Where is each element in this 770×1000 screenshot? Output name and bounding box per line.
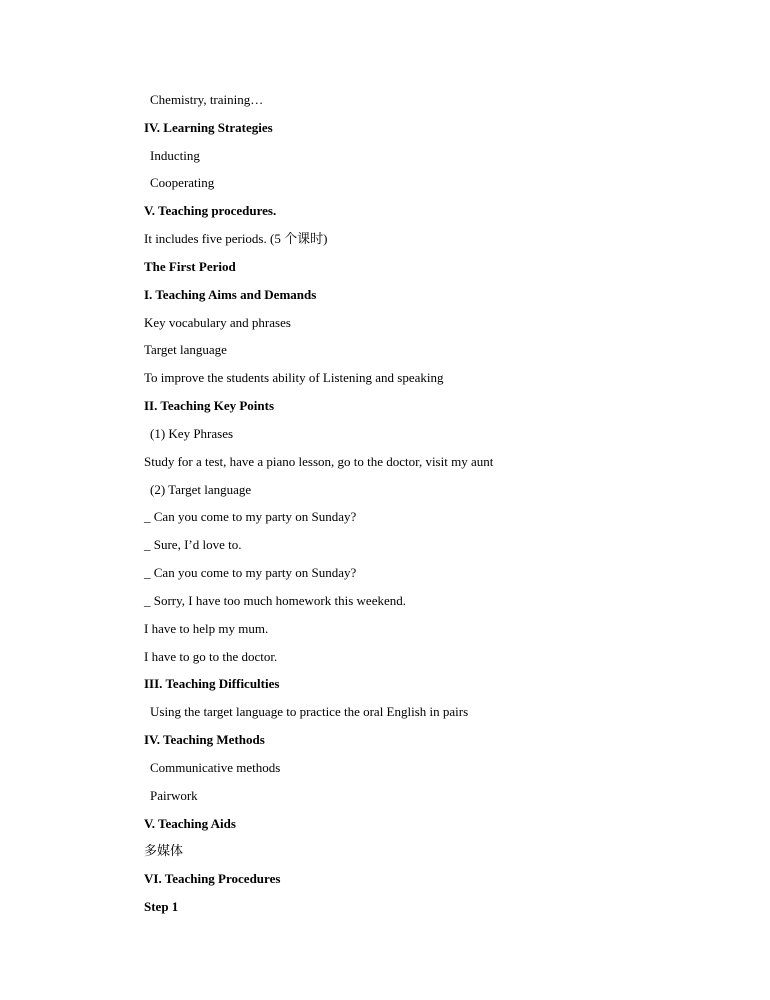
text-line: 多媒体 bbox=[144, 843, 184, 859]
text-line: (2) Target language bbox=[150, 481, 252, 497]
section-heading: IV. Learning Strategies bbox=[144, 119, 273, 135]
text-line: Inducting bbox=[150, 147, 200, 163]
text-line: I have to help my mum. bbox=[144, 620, 269, 636]
text-line: Key vocabulary and phrases bbox=[144, 314, 291, 330]
dialogue-line: _ Sure, I’d love to. bbox=[144, 537, 242, 553]
period-heading: The First Period bbox=[144, 258, 236, 274]
section-heading: III. Teaching Difficulties bbox=[144, 676, 280, 692]
section-heading: V. Teaching Aids bbox=[144, 815, 236, 831]
section-heading: II. Teaching Key Points bbox=[144, 398, 275, 414]
text-line: Cooperating bbox=[150, 175, 215, 191]
text-line: (1) Key Phrases bbox=[150, 425, 234, 441]
text-line: Pairwork bbox=[150, 787, 198, 803]
section-heading: I. Teaching Aims and Demands bbox=[144, 286, 317, 302]
step-heading: Step 1 bbox=[144, 899, 179, 915]
text-line: Target language bbox=[144, 342, 227, 358]
text-line: Chemistry, training… bbox=[150, 92, 264, 107]
section-heading: VI. Teaching Procedures bbox=[144, 871, 281, 887]
text-line: I have to go to the doctor. bbox=[144, 648, 278, 664]
section-heading: V. Teaching procedures. bbox=[144, 203, 277, 219]
dialogue-line: _ Can you come to my party on Sunday? bbox=[144, 509, 357, 525]
text-line: Study for a test, have a piano lesson, go to the doctor, visit my aunt bbox=[144, 453, 494, 469]
section-heading: IV. Teaching Methods bbox=[144, 732, 265, 748]
text-line: It includes five periods. (5 个课时) bbox=[144, 231, 328, 247]
text-line: Communicative methods bbox=[150, 759, 281, 775]
dialogue-line: _ Sorry, I have too much homework this weekend. bbox=[144, 592, 406, 608]
text-line: Using the target language to practice the oral English in pairs bbox=[150, 704, 469, 720]
dialogue-line: _ Can you come to my party on Sunday? bbox=[144, 565, 357, 581]
text-line: To improve the students ability of Listening and speaking bbox=[144, 370, 444, 386]
